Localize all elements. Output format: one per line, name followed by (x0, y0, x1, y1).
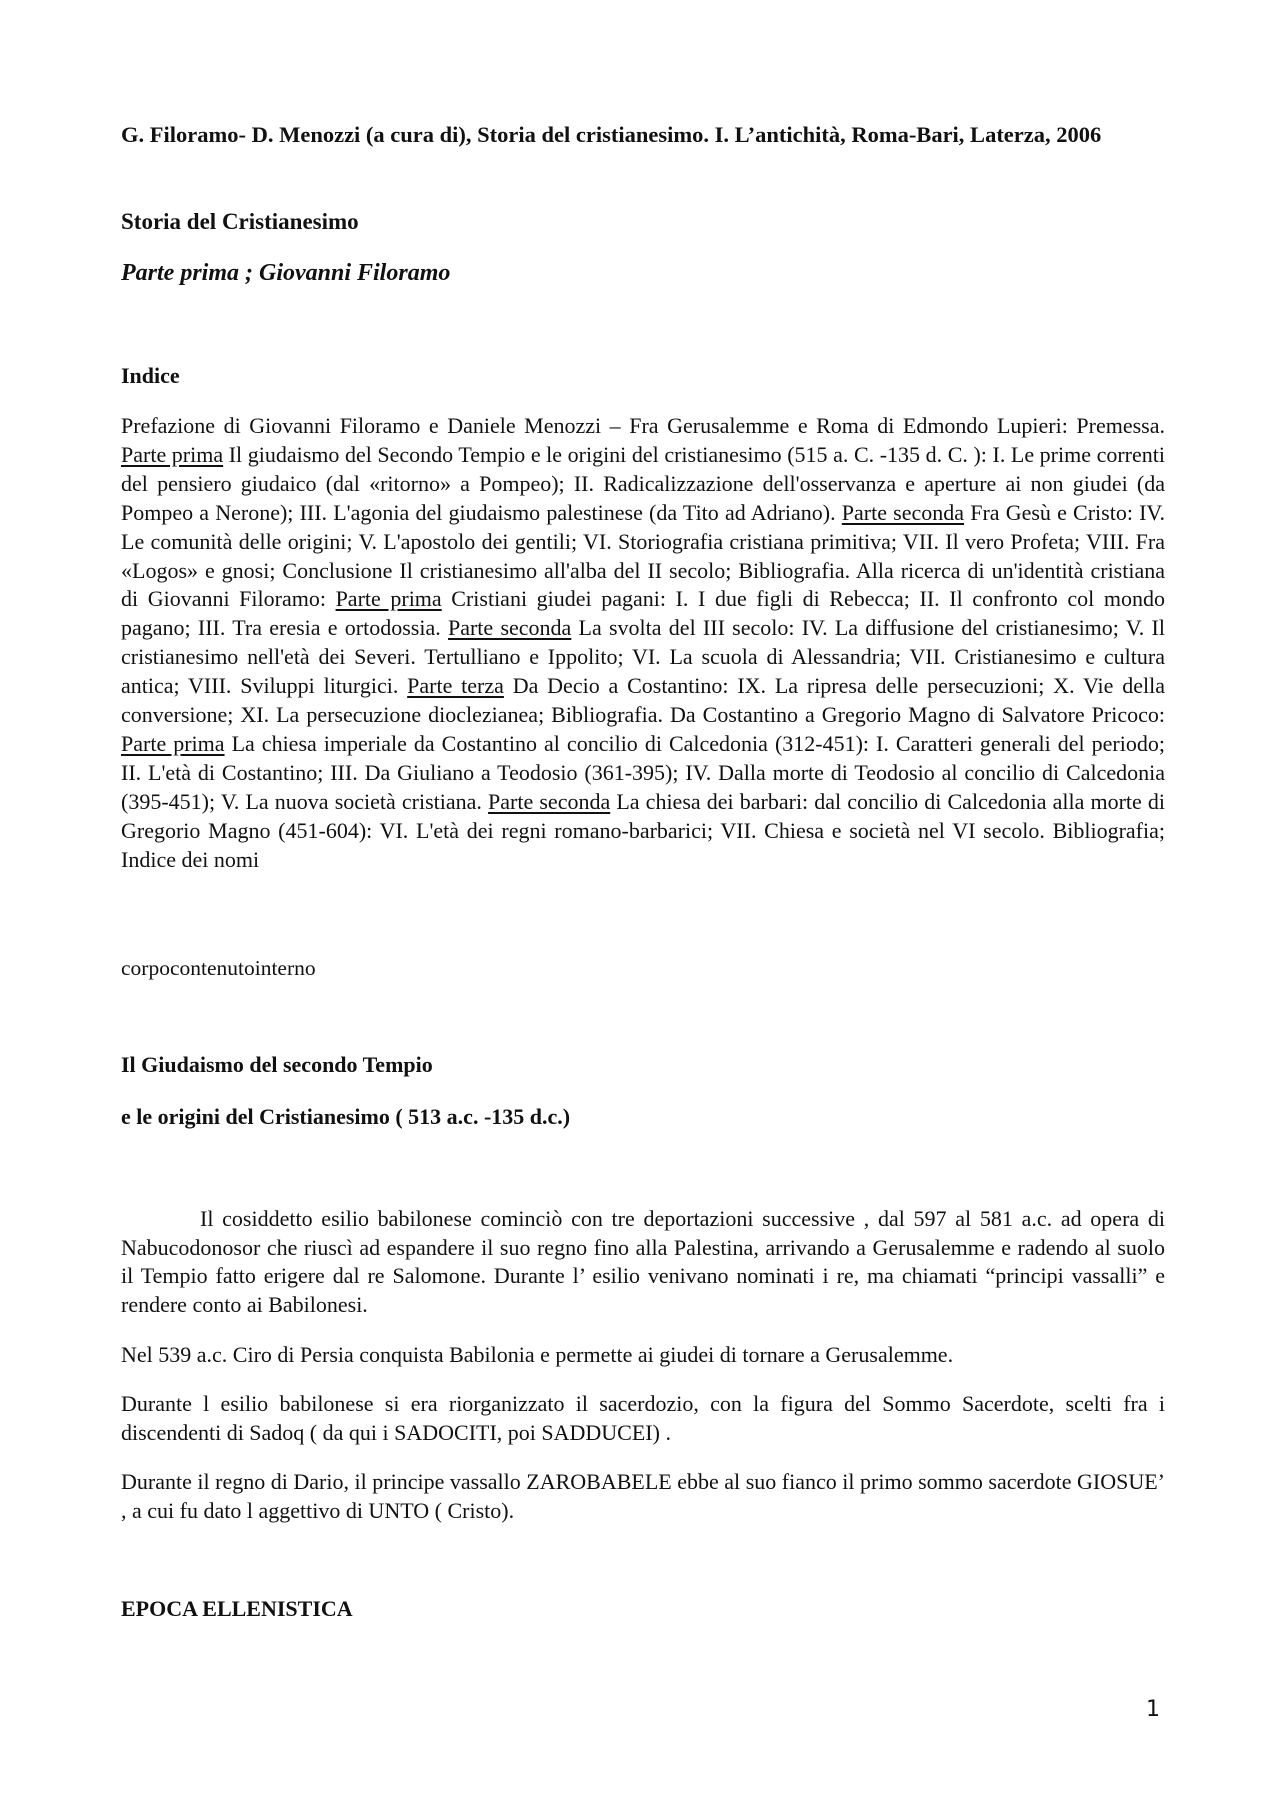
index-segment: Prefazione di Giovanni Filoramo e Daniele Menozzi – Fra Gerusalemme e Roma di Edmondo Lupieri: Premessa. (121, 413, 1165, 438)
document-title: G. Filoramo- D. Menozzi (a cura di), Storia del cristianesimo. I. L’antichità, Roma-Bari, Laterza, 2006 (121, 122, 1102, 147)
body-paragraph: Durante l esilio babilonese si era riorganizzato il sacerdozio, con la figura del Sommo Sacerdote, scelti fra i discendenti di Sadoq ( da qui i SADOCITI, poi SADDUCEI) . (121, 1391, 1165, 1445)
page-number: 1 (1146, 1697, 1160, 1722)
body-paragraph: Nel 539 a.c. Ciro di Persia conquista Babilonia e permette ai giudei di tornare a Gerusalemme. (121, 1342, 954, 1367)
index-segment: Da Decio a Costantino: IX. La ripresa delle persecuzioni; X. Vie della conversione; XI. La persecuzione dioclezianea; Bibliografia. Da Costantino a Gregorio Magno di Salvatore Pricoco: (121, 673, 1165, 728)
body-paragraph: Il cosiddetto esilio babilonese cominciò con tre deportazioni successive , dal 597 al 581 a.c. ad opera di Nabucodonosor che riuscì ad espandere il suo regno fino alla Palestina, arrivando a Gerusalemme e radendo al suolo il Tempio fatto erigere dal re Salomone. Durante l’ esilio venivano nominati i re, ma chiamati “principi vassalli” e rendere conto ai Babilonesi. (121, 1206, 1165, 1317)
index-part-link[interactable]: Parte seconda (447, 615, 572, 641)
index-body (121, 412, 1165, 875)
index-part-link[interactable]: Parte seconda (488, 788, 611, 814)
internal-label: corpocontenutointerno (121, 956, 316, 980)
section-title-line-1: Il Giudaismo del secondo Tempio (121, 1052, 433, 1077)
index-part-link[interactable]: Parte terza (407, 673, 504, 699)
index-segment: La svolta del III secolo: IV. La diffusione del cristianesimo; V. Il cristianesimo nell'età dei Severi. Tertulliano e Ippolito; VI. La scuola di Alessandria; VII. Cristianesimo e cultura antica; VIII. Sviluppi liturgici. (121, 615, 1165, 699)
next-section-heading: EPOCA ELLENISTICA (121, 1596, 353, 1621)
index-part-link[interactable]: Parte prima (121, 730, 225, 756)
index-part-link[interactable]: Parte seconda (841, 499, 965, 525)
book-heading: Storia del Cristianesimo (121, 209, 359, 234)
index-segment: Il giudaismo del Secondo Tempio e le origini del cristianesimo (515 a. C. -135 d. C. ): I. Le prime correnti del pensiero giudaico (dal «ritorno» a Pompeo); II. Radicalizzazione dell'osservanza e aperture ai non giudei (da Pompeo a Nerone); III. L'agonia del giudaismo palestinese (da Tito ad Adriano). (121, 441, 1165, 525)
index-segment: La chiesa dei barbari: dal concilio di Calcedonia alla morte di Gregorio Magno (451-604): VI. L'età dei regni romano-barbarici; VII. Chiesa e società nel VI secolo. Bibliografia; Indice dei nomi (121, 788, 1166, 872)
index-segment: La chiesa imperiale da Costantino al concilio di Calcedonia (312-451): I. Caratteri generali del periodo; II. L'età di Costantino; III. Da Giuliano a Teodosio (361-395); IV. Dalla morte di Teodosio al concilio di Calcedonia (395-451); V. La nuova società cristiana. (121, 730, 1165, 814)
index-part-link[interactable]: Parte prima (121, 441, 224, 467)
section-title-line-2: e le origini del Cristianesimo ( 513 a.c. -135 d.c.) (121, 1104, 571, 1129)
body-paragraph: Durante il regno di Dario, il principe vassallo ZAROBABELE ebbe al suo fianco il primo sommo sacerdote GIOSUE’ , a cui fu dato l aggettivo di UNTO ( Cristo). (121, 1469, 1165, 1523)
part-subheading: Parte prima ; Giovanni Filoramo (121, 260, 451, 286)
index-part-link[interactable]: Parte prima (335, 586, 442, 612)
index-segment: Fra Gesù e Cristo: IV. Le comunità delle origini; V. L'apostolo dei gentili; VI. Storiografia cristiana primitiva; VII. Il vero Profeta; VIII. Fra «Logos» e gnosi; Conclusione Il cristianesimo all'alba del II secolo; Bibliografia. Alla ricerca di un'identità cristiana di Giovanni Filoramo: (121, 499, 1165, 612)
index-heading: Indice (121, 363, 180, 388)
index-segment: Cristiani giudei pagani: I. I due figli di Rebecca; II. Il confronto col mondo pagano; III. Tra eresia e ortodossia. (121, 586, 1165, 641)
